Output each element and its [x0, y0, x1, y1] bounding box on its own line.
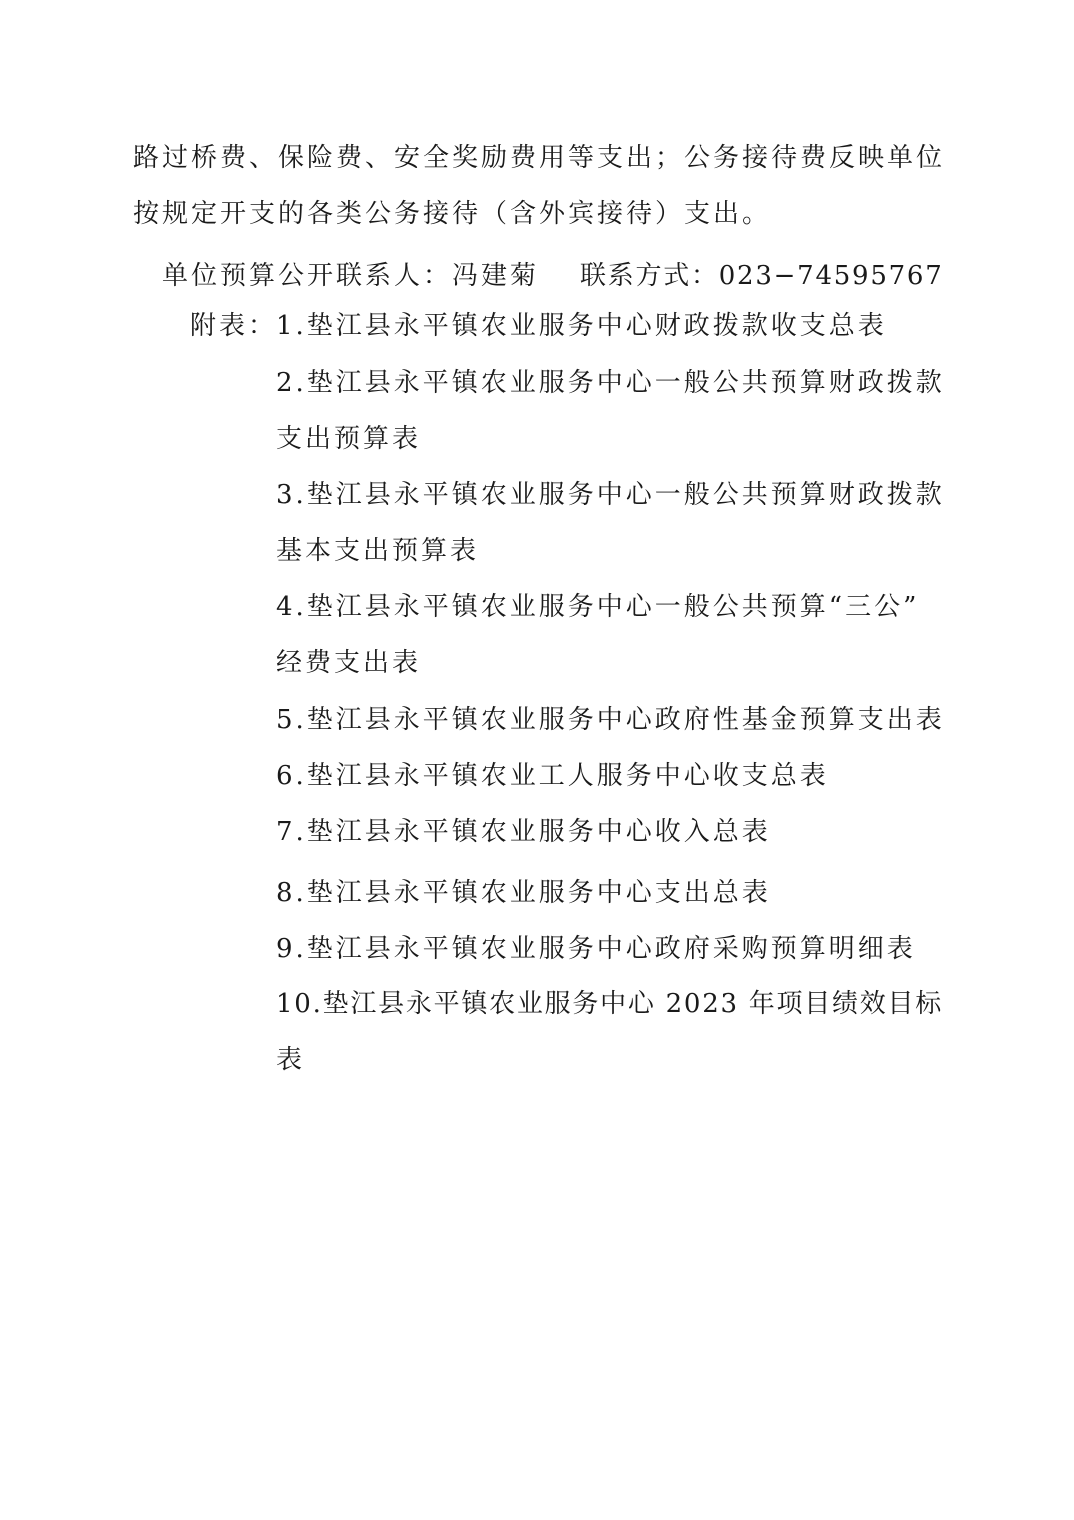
attachment-item: 2.垫江县永平镇农业服务中心一般公共预算财政拨款	[276, 368, 945, 398]
attachment-item: 7.垫江县永平镇农业服务中心收入总表	[276, 817, 771, 847]
attachment-item: 3.垫江县永平镇农业服务中心一般公共预算财政拨款	[276, 480, 945, 510]
contact-phone: 联系方式：023−74595767	[580, 261, 944, 291]
attachment-item-continuation: 表	[276, 1045, 306, 1075]
attachment-item: 4.垫江县永平镇农业服务中心一般公共预算“三公”	[276, 592, 920, 622]
attachment-item: 8.垫江县永平镇农业服务中心支出总表	[276, 878, 771, 908]
attachment-item: 6.垫江县永平镇农业工人服务中心收支总表	[276, 761, 829, 791]
attachment-item-continuation: 经费支出表	[276, 648, 422, 678]
attachment-item-continuation: 基本支出预算表	[276, 536, 480, 566]
paragraph-line: 路过桥费、保险费、安全奖励费用等支出；公务接待费反映单位	[133, 143, 946, 173]
attachment-item-continuation: 支出预算表	[276, 424, 422, 454]
attachments-label: 附表：	[190, 311, 278, 341]
contact-person: 单位预算公开联系人：冯建菊	[162, 261, 540, 291]
attachment-item: 9.垫江县永平镇农业服务中心政府采购预算明细表	[276, 934, 916, 964]
paragraph-line: 按规定开支的各类公务接待（含外宾接待）支出。	[133, 199, 772, 229]
attachment-item: 1.垫江县永平镇农业服务中心财政拨款收支总表	[276, 311, 887, 341]
attachment-item: 5.垫江县永平镇农业服务中心政府性基金预算支出表	[276, 705, 945, 735]
attachment-item: 10.垫江县永平镇农业服务中心 2023 年项目绩效目标	[276, 989, 944, 1019]
